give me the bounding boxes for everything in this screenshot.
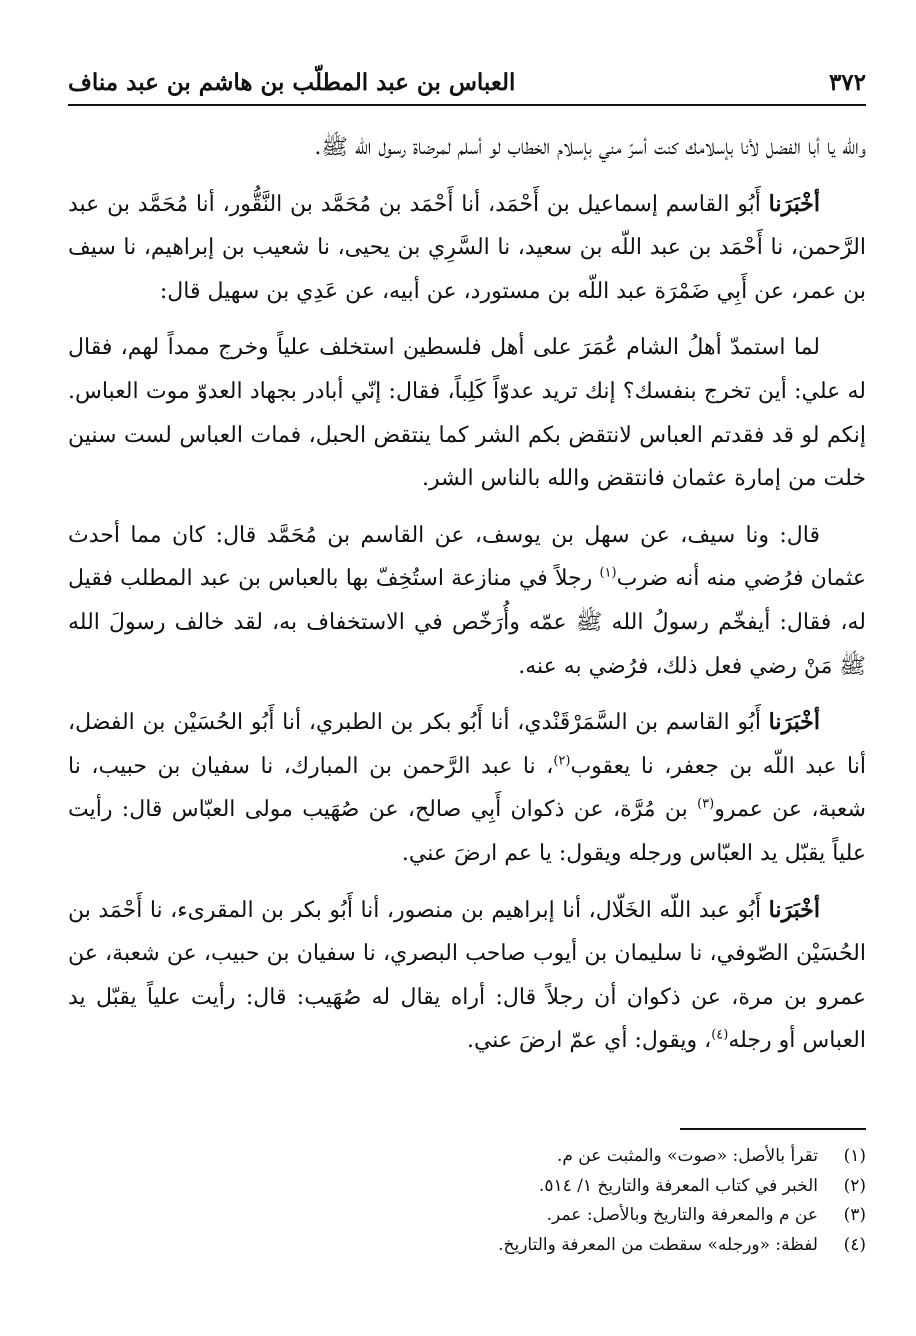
- paragraph-text: والله يا أبا الفضل لأنا بإسلامك كنت أسرّ مني بإسلام الخطاب لو أسلم لمرضاة رسول الله ﷺ.: [314, 135, 866, 160]
- footnote-ref-3[interactable]: (٣): [697, 796, 715, 812]
- footnote-4: [68, 1231, 866, 1261]
- page-header: [68, 62, 866, 102]
- footnote-divider: [680, 1128, 866, 1130]
- footnote-number: (١): [843, 1146, 866, 1166]
- paragraph-3: [68, 326, 866, 500]
- footnote-1: [68, 1142, 866, 1172]
- paragraph-text: أَبُو عبد اللّه الخَلّال، أنا إبراهيم بن منصور، أنا أَبُو بكر بن المقرىء، نا أَحْمَد بن الحُسَيْن الصّوفي، نا سليمان بن أيوب صاحب البصري، نا سفيان بن حبيب، عن شعبة، عن عمرو بن مرة، عن ذكوان أن رجلاً قال: أراه يقال له صُهَيب: قال: رأيت علياً يقبّل يد العباس أو رجله: [68, 897, 866, 1054]
- footnote-3: [68, 1201, 866, 1231]
- footnote-text: تقرأ بالأصل: «صوت» والمثبت عن م.: [556, 1146, 818, 1166]
- footnote-2: [68, 1172, 866, 1202]
- footnote-text: عن م والمعرفة والتاريخ وبالأصل: عمر.: [546, 1205, 818, 1225]
- footnote-text: لفظة: «ورجله» سقطت من المعرفة والتاريخ.: [498, 1234, 818, 1255]
- paragraph-text: لما استمدّ أهلُ الشام عُمَرَ على أهل فلسطين استخلف علياً وخرج ممداً لهم، فقال له علي: أين تخرج بنفسك؟ إنك تريد عدوّاً كَلِباً، فقال: إنّي أبادر بجهاد العدوّ موت العباس. إنكم لو قد فقدتم العباس لانتقض بكم الشر كما ينتقض الحبل، فمات العباس لست سنين خلت من إمارة عثمان فانتقض والله بالناس الشر.: [68, 335, 866, 492]
- paragraph-text: أَبُو القاسم بن السَّمَرْقَنْدي، أنا أَبُو بكر بن الطبري، أنا أَبُو الحُسَيْن بن الفضل، أنا عبد اللّه بن جعفر، نا يعقوب: [68, 710, 866, 779]
- isnad-lead-word: أخْبَرَنا: [768, 190, 820, 217]
- paragraph-5: [68, 701, 866, 875]
- footnotes: [68, 1142, 866, 1260]
- paragraph-text-cont-2: بن مُرَّة، عن ذكوان أَبِي صالح، عن صُهَيب مولى العبّاس قال: رأيت علياً يقبّل يد العبّاس ورجله ويقول: يا عم ارضَ عني.: [68, 797, 866, 866]
- footnote-text: الخبر في كتاب المعرفة والتاريخ ١/ ٥١٤.: [538, 1175, 818, 1196]
- paragraph-text: قال: ونا سيف، عن سهل بن يوسف، عن القاسم بن مُحَمَّد قال: كان مما أحدث عثمان فرُضي منه أنه ضرب: [68, 522, 866, 592]
- isnad-lead-word: أخْبَرَنا: [768, 896, 820, 923]
- paragraph-6: [68, 889, 866, 1063]
- footnote-ref-1[interactable]: (١): [599, 566, 617, 582]
- paragraph-1: [68, 126, 866, 170]
- footnote-ref-4[interactable]: (٤): [711, 1027, 729, 1043]
- page-number: ٣٧٢: [828, 68, 866, 96]
- main-text: [68, 126, 866, 1076]
- paragraph-2: [68, 183, 866, 314]
- paragraph-text-cont: رجلاً في منازعة استُخِفّ بها بالعباس بن عبد المطلب فقيل له، فقال: أيفخّم رسولُ الله ﷺ عمّه وأُرَخّص في الاستخفاف به، لقد خالف رسولَ الله ﷺ مَنْ رضي فعل ذلك، فرُضي به عنه.: [68, 566, 866, 679]
- paragraph-4: [68, 514, 866, 688]
- header-divider: [68, 104, 866, 106]
- footnote-number: (٣): [843, 1205, 866, 1225]
- footnote-number: (٤): [843, 1234, 866, 1255]
- paragraph-text: أَبُو القاسم إسماعيل بن أَحْمَد، أنا أَحْمَد بن مُحَمَّد بن النَّقُّور، أنا مُحَمَّد بن عبد الرَّحمن، نا أَحْمَد بن عبد اللّه بن سعيد، نا السَّرِي بن يحيى، نا شعيب بن إبراهيم، نا سيف بن عمر، عن أَبِي ضَمْرَة عبد اللّه بن مستورد، عن أبيه، عن عَدِي بن سهيل قال:: [68, 191, 866, 304]
- isnad-lead-word: أخْبَرَنا: [768, 709, 820, 736]
- paragraph-text-cont: ، ويقول: أي عمّ ارضَ عني.: [466, 1028, 712, 1054]
- footnote-number: (٢): [843, 1175, 866, 1196]
- footnote-ref-2[interactable]: (٢): [553, 753, 571, 769]
- paragraph-text-cont: ، نا عبد الرَّحمن بن المبارك، نا سفيان بن حبيب، نا شعبة، عن عمرو: [68, 753, 866, 823]
- running-title: العباس بن عبد المطلّب بن هاشم بن عبد مناف: [68, 68, 516, 96]
